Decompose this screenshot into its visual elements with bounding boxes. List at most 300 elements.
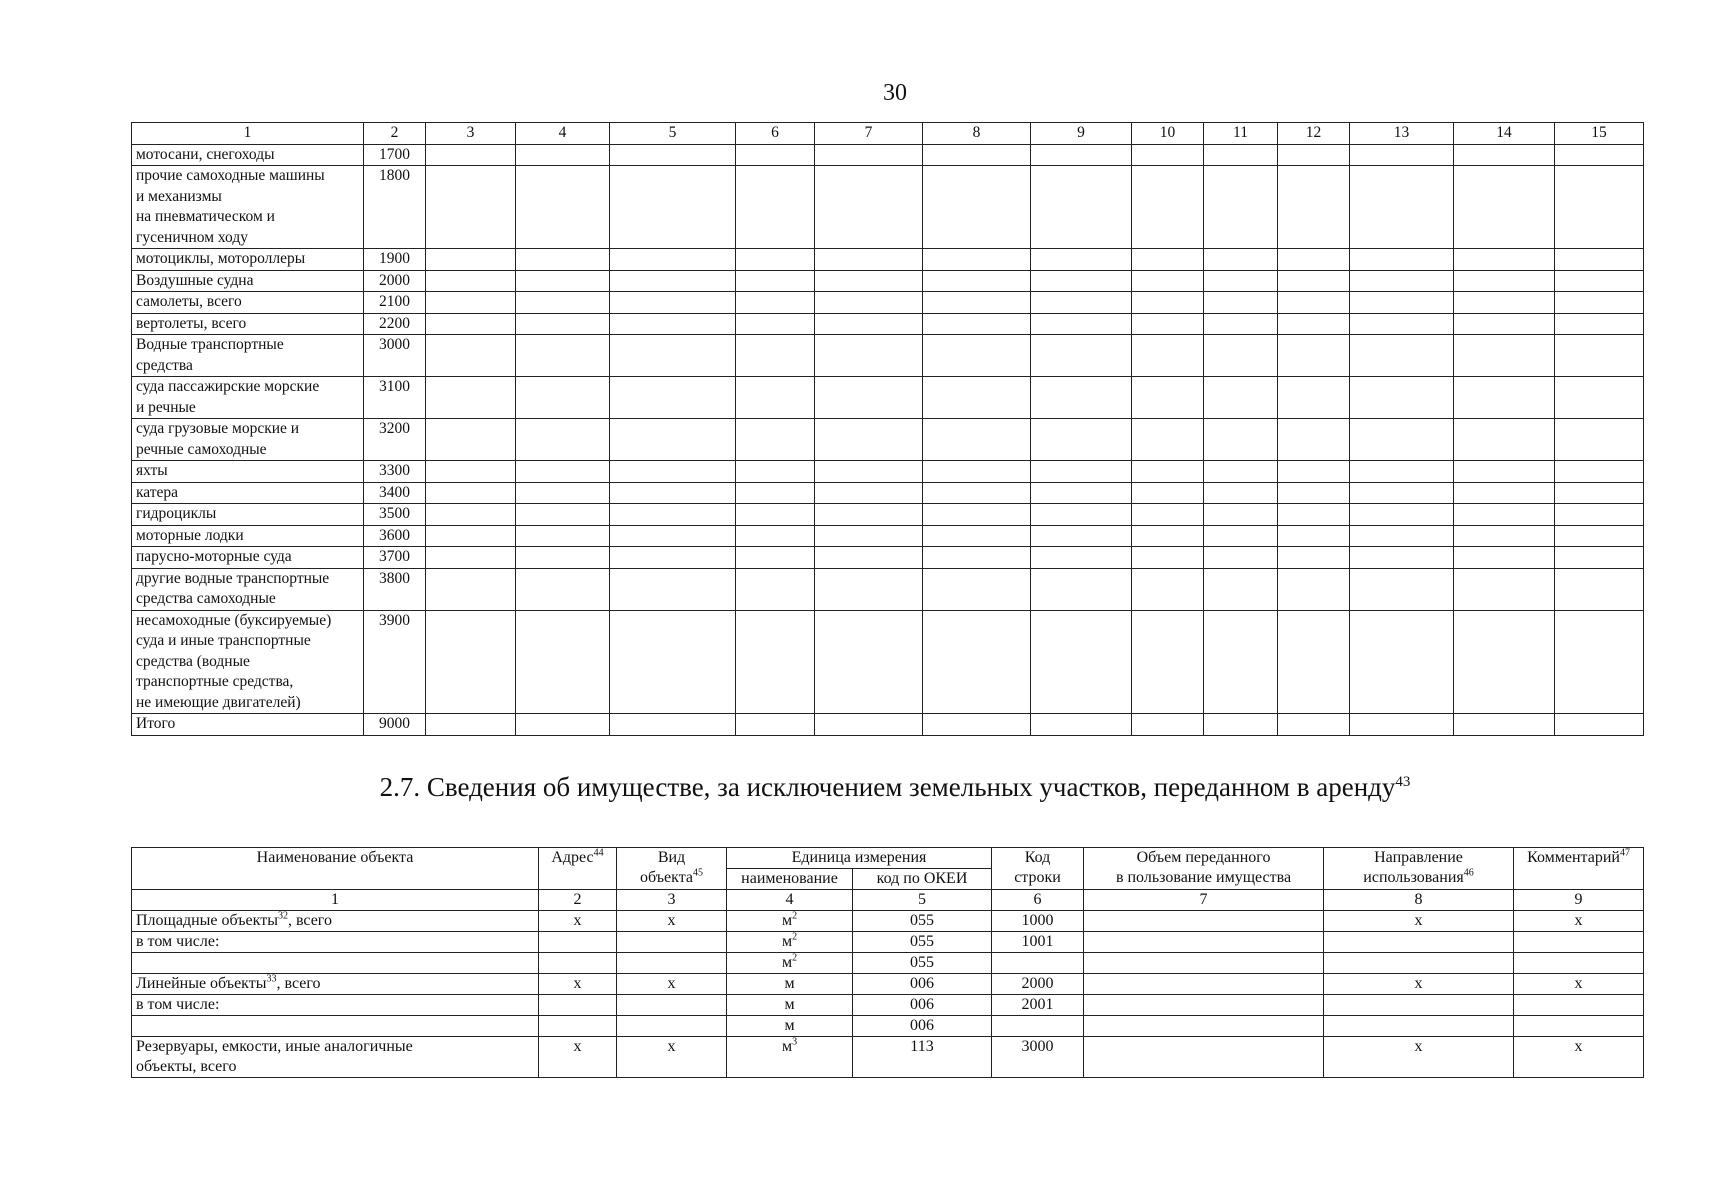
leased-property-table bbox=[131, 847, 1644, 1078]
row-name-line: средства (водные bbox=[136, 652, 250, 670]
t1-column-number: 10 bbox=[1132, 123, 1204, 145]
empty-cell bbox=[736, 714, 815, 736]
col-number: 5 bbox=[853, 890, 992, 911]
empty-cell bbox=[1204, 249, 1278, 271]
empty-cell bbox=[1031, 249, 1132, 271]
row-code: 3200 bbox=[364, 419, 426, 461]
col-number: 1 bbox=[132, 890, 539, 911]
t1-column-number: 3 bbox=[426, 123, 516, 145]
comment-cell: x bbox=[1514, 911, 1644, 932]
unit-power: 2 bbox=[792, 910, 798, 922]
empty-cell bbox=[815, 270, 923, 292]
empty-cell bbox=[1278, 377, 1350, 419]
type-cell bbox=[617, 1016, 727, 1037]
table-row bbox=[132, 1016, 1644, 1037]
type-cell bbox=[617, 932, 727, 953]
t1-column-number: 14 bbox=[1454, 123, 1555, 145]
empty-cell bbox=[736, 377, 815, 419]
row-name bbox=[132, 482, 364, 504]
empty-cell bbox=[610, 714, 736, 736]
empty-cell bbox=[1204, 270, 1278, 292]
comment-cell bbox=[1514, 1016, 1644, 1037]
empty-cell bbox=[1350, 144, 1454, 166]
empty-cell bbox=[516, 525, 610, 547]
unit-text: м bbox=[784, 1017, 795, 1034]
table-row bbox=[132, 504, 1644, 526]
direction-cell bbox=[1324, 1016, 1514, 1037]
row-name-line: гусеничном ходу bbox=[136, 228, 248, 246]
empty-cell bbox=[923, 504, 1031, 526]
empty-cell bbox=[1204, 525, 1278, 547]
empty-cell bbox=[1555, 504, 1644, 526]
table-row bbox=[132, 419, 1644, 461]
okei-code-cell: 006 bbox=[853, 974, 992, 995]
empty-cell bbox=[610, 610, 736, 714]
object-name bbox=[132, 1016, 539, 1037]
empty-cell bbox=[815, 610, 923, 714]
table-row bbox=[132, 461, 1644, 483]
empty-cell bbox=[1454, 547, 1555, 569]
line-code-cell: 1001 bbox=[992, 932, 1084, 953]
row-code: 3700 bbox=[364, 547, 426, 569]
row-name-line: катера bbox=[136, 483, 179, 501]
empty-cell bbox=[426, 377, 516, 419]
empty-cell bbox=[1350, 249, 1454, 271]
table-row bbox=[132, 610, 1644, 714]
row-name-line: прочие самоходные машины bbox=[136, 167, 325, 184]
empty-cell bbox=[610, 461, 736, 483]
okei-code-cell: 055 bbox=[853, 911, 992, 932]
row-name-line: и речные bbox=[136, 398, 196, 416]
empty-cell bbox=[516, 249, 610, 271]
empty-cell bbox=[610, 377, 736, 419]
empty-cell bbox=[516, 313, 610, 335]
t2-header-volume: Объем переданного в пользование имущества bbox=[1084, 848, 1324, 890]
empty-cell bbox=[610, 504, 736, 526]
empty-cell bbox=[516, 547, 610, 569]
t1-column-number: 15 bbox=[1555, 123, 1644, 145]
empty-cell bbox=[1132, 547, 1204, 569]
row-name bbox=[132, 292, 364, 314]
unit-power: 3 bbox=[792, 1036, 798, 1048]
empty-cell bbox=[1204, 547, 1278, 569]
empty-cell bbox=[1031, 292, 1132, 314]
t2-header-type: Вид объекта$^{45}$ bbox=[617, 848, 727, 890]
comment-cell: x bbox=[1514, 1037, 1644, 1078]
row-name-line: суда грузовые морские и bbox=[136, 420, 300, 437]
empty-cell bbox=[1278, 270, 1350, 292]
table-row bbox=[132, 270, 1644, 292]
empty-cell bbox=[736, 525, 815, 547]
row-name-line: Водные транспортные bbox=[136, 336, 284, 353]
empty-cell bbox=[1454, 482, 1555, 504]
unit-name-cell bbox=[727, 1016, 853, 1037]
direction-cell: x bbox=[1324, 974, 1514, 995]
empty-cell bbox=[1204, 335, 1278, 377]
empty-cell bbox=[1132, 504, 1204, 526]
empty-cell bbox=[1278, 419, 1350, 461]
empty-cell bbox=[516, 482, 610, 504]
empty-cell bbox=[1031, 313, 1132, 335]
row-name bbox=[132, 249, 364, 271]
object-name bbox=[132, 911, 539, 932]
empty-cell bbox=[736, 504, 815, 526]
empty-cell bbox=[1132, 335, 1204, 377]
empty-cell bbox=[815, 144, 923, 166]
empty-cell bbox=[1278, 525, 1350, 547]
empty-cell bbox=[1132, 610, 1204, 714]
t2-header-name: Наименование объекта bbox=[132, 848, 539, 890]
empty-cell bbox=[1132, 377, 1204, 419]
row-name bbox=[132, 270, 364, 292]
empty-cell bbox=[1350, 525, 1454, 547]
volume-cell bbox=[1084, 932, 1324, 953]
empty-cell bbox=[426, 610, 516, 714]
table-row bbox=[132, 953, 1644, 974]
empty-cell bbox=[1132, 249, 1204, 271]
direction-cell bbox=[1324, 995, 1514, 1016]
col-number: 7 bbox=[1084, 890, 1324, 911]
empty-cell bbox=[1454, 166, 1555, 249]
empty-cell bbox=[923, 377, 1031, 419]
empty-cell bbox=[815, 249, 923, 271]
empty-cell bbox=[1454, 249, 1555, 271]
row-name-line: Воздушные судна bbox=[136, 271, 254, 289]
empty-cell bbox=[1278, 249, 1350, 271]
empty-cell bbox=[923, 525, 1031, 547]
empty-cell bbox=[1454, 144, 1555, 166]
empty-cell bbox=[923, 166, 1031, 249]
volume-cell bbox=[1084, 1016, 1324, 1037]
empty-cell bbox=[923, 482, 1031, 504]
empty-cell bbox=[1350, 166, 1454, 249]
t2-header-address: Адрес$^{44}$ bbox=[539, 848, 617, 890]
empty-cell bbox=[610, 144, 736, 166]
empty-cell bbox=[1031, 568, 1132, 610]
row-name-line: и механизмы bbox=[136, 187, 222, 205]
empty-cell bbox=[516, 461, 610, 483]
empty-cell bbox=[1555, 610, 1644, 714]
empty-cell bbox=[736, 419, 815, 461]
empty-cell bbox=[1031, 419, 1132, 461]
empty-cell bbox=[923, 313, 1031, 335]
empty-cell bbox=[1204, 166, 1278, 249]
empty-cell bbox=[1555, 714, 1644, 736]
empty-cell bbox=[1204, 461, 1278, 483]
empty-cell bbox=[1555, 335, 1644, 377]
empty-cell bbox=[1278, 313, 1350, 335]
vehicle-table bbox=[131, 122, 1644, 736]
address-cell bbox=[539, 995, 617, 1016]
empty-cell bbox=[516, 335, 610, 377]
comment-cell: x bbox=[1514, 974, 1644, 995]
footnote-ref: 32 bbox=[277, 910, 288, 922]
empty-cell bbox=[815, 504, 923, 526]
t2-header-unit-code: код по ОКЕИ bbox=[853, 869, 992, 890]
row-name-line: транспортные средства, bbox=[136, 673, 294, 690]
empty-cell bbox=[516, 144, 610, 166]
comment-cell bbox=[1514, 953, 1644, 974]
address-cell: x bbox=[539, 1037, 617, 1078]
empty-cell bbox=[736, 270, 815, 292]
empty-cell bbox=[1132, 313, 1204, 335]
table-row bbox=[132, 911, 1644, 932]
line-code-cell: 1000 bbox=[992, 911, 1084, 932]
empty-cell bbox=[426, 482, 516, 504]
empty-cell bbox=[1555, 525, 1644, 547]
object-name-text: в том числе: bbox=[136, 996, 220, 1013]
row-code: 2000 bbox=[364, 270, 426, 292]
empty-cell bbox=[1555, 166, 1644, 249]
empty-cell bbox=[1031, 504, 1132, 526]
t2-number-row bbox=[132, 890, 1644, 911]
t2-header-unit: Единица измерения bbox=[727, 848, 992, 869]
empty-cell bbox=[1031, 547, 1132, 569]
empty-cell bbox=[1350, 610, 1454, 714]
object-name-text: Линейные объекты bbox=[136, 975, 267, 992]
row-name-line: моторные лодки bbox=[136, 526, 244, 544]
empty-cell bbox=[815, 525, 923, 547]
object-name-suffix: , всего bbox=[276, 975, 321, 992]
table-row bbox=[132, 995, 1644, 1016]
table-row bbox=[132, 166, 1644, 249]
empty-cell bbox=[1454, 335, 1555, 377]
page-number: 30 bbox=[883, 80, 907, 106]
type-cell: x bbox=[617, 974, 727, 995]
empty-cell bbox=[1555, 482, 1644, 504]
empty-cell bbox=[1454, 461, 1555, 483]
table-row bbox=[132, 525, 1644, 547]
empty-cell bbox=[426, 714, 516, 736]
empty-cell bbox=[1454, 504, 1555, 526]
row-name-line: суда пассажирские морские bbox=[136, 378, 320, 395]
empty-cell bbox=[923, 144, 1031, 166]
empty-cell bbox=[426, 270, 516, 292]
row-name bbox=[132, 313, 364, 335]
empty-cell bbox=[1031, 714, 1132, 736]
empty-cell bbox=[426, 419, 516, 461]
row-name bbox=[132, 335, 364, 377]
table-row bbox=[132, 1037, 1644, 1078]
empty-cell bbox=[736, 166, 815, 249]
volume-cell bbox=[1084, 995, 1324, 1016]
line-code-cell: 2000 bbox=[992, 974, 1084, 995]
direction-cell bbox=[1324, 932, 1514, 953]
row-code: 2100 bbox=[364, 292, 426, 314]
empty-cell bbox=[1204, 568, 1278, 610]
row-code: 3300 bbox=[364, 461, 426, 483]
empty-cell bbox=[923, 610, 1031, 714]
volume-cell bbox=[1084, 974, 1324, 995]
empty-cell bbox=[426, 461, 516, 483]
object-name-text: Площадные объекты bbox=[136, 912, 278, 929]
row-name-line: на пневматическом и bbox=[136, 208, 275, 225]
empty-cell bbox=[516, 270, 610, 292]
empty-cell bbox=[736, 482, 815, 504]
empty-cell bbox=[923, 568, 1031, 610]
unit-text: м bbox=[781, 954, 793, 971]
line-code-cell bbox=[992, 1016, 1084, 1037]
empty-cell bbox=[1454, 419, 1555, 461]
empty-cell bbox=[610, 547, 736, 569]
empty-cell bbox=[1555, 419, 1644, 461]
empty-cell bbox=[1350, 419, 1454, 461]
empty-cell bbox=[1278, 335, 1350, 377]
empty-cell bbox=[610, 568, 736, 610]
empty-cell bbox=[1350, 292, 1454, 314]
empty-cell bbox=[1555, 313, 1644, 335]
empty-cell bbox=[815, 419, 923, 461]
row-code: 3500 bbox=[364, 504, 426, 526]
empty-cell bbox=[426, 292, 516, 314]
table-row bbox=[132, 313, 1644, 335]
empty-cell bbox=[426, 568, 516, 610]
empty-cell bbox=[1204, 313, 1278, 335]
col-number: 9 bbox=[1514, 890, 1644, 911]
empty-cell bbox=[736, 249, 815, 271]
empty-cell bbox=[1555, 292, 1644, 314]
empty-cell bbox=[736, 610, 815, 714]
empty-cell bbox=[1204, 610, 1278, 714]
empty-cell bbox=[1204, 144, 1278, 166]
object-name-text: Резервуары, емкости, иные аналогичные bbox=[136, 1038, 413, 1055]
row-code: 3100 bbox=[364, 377, 426, 419]
line-code-cell bbox=[992, 953, 1084, 974]
empty-cell bbox=[1132, 525, 1204, 547]
empty-cell bbox=[426, 547, 516, 569]
t1-column-number: 8 bbox=[923, 123, 1031, 145]
empty-cell bbox=[1454, 270, 1555, 292]
empty-cell bbox=[1555, 547, 1644, 569]
t1-column-number: 6 bbox=[736, 123, 815, 145]
empty-cell bbox=[1350, 377, 1454, 419]
unit-text: м bbox=[784, 996, 795, 1013]
empty-cell bbox=[923, 249, 1031, 271]
empty-cell bbox=[1454, 610, 1555, 714]
empty-cell bbox=[610, 525, 736, 547]
empty-cell bbox=[1555, 377, 1644, 419]
empty-cell bbox=[1278, 166, 1350, 249]
row-name-line: средства bbox=[136, 356, 193, 374]
t2-header-direction: Направление использования$^{46}$ bbox=[1324, 848, 1514, 890]
empty-cell bbox=[736, 313, 815, 335]
row-name bbox=[132, 144, 364, 166]
volume-cell bbox=[1084, 1037, 1324, 1078]
empty-cell bbox=[1278, 610, 1350, 714]
empty-cell bbox=[1132, 482, 1204, 504]
table-row bbox=[132, 974, 1644, 995]
empty-cell bbox=[1278, 568, 1350, 610]
empty-cell bbox=[1555, 144, 1644, 166]
t1-column-number: 13 bbox=[1350, 123, 1454, 145]
empty-cell bbox=[1031, 482, 1132, 504]
empty-cell bbox=[815, 166, 923, 249]
empty-cell bbox=[1031, 461, 1132, 483]
empty-cell bbox=[610, 313, 736, 335]
unit-text: м bbox=[781, 933, 793, 950]
unit-name-cell bbox=[727, 995, 853, 1016]
row-name bbox=[132, 610, 364, 714]
row-code: 9000 bbox=[364, 714, 426, 736]
col-number: 3 bbox=[617, 890, 727, 911]
empty-cell bbox=[923, 547, 1031, 569]
row-name-line: суда и иные транспортные bbox=[136, 632, 311, 649]
row-name-line: Итого bbox=[136, 715, 176, 732]
empty-cell bbox=[1454, 292, 1555, 314]
empty-cell bbox=[610, 335, 736, 377]
unit-text: м bbox=[781, 912, 793, 929]
empty-cell bbox=[923, 292, 1031, 314]
volume-cell bbox=[1084, 953, 1324, 974]
table-row bbox=[132, 482, 1644, 504]
row-code: 3400 bbox=[364, 482, 426, 504]
row-name-line: самолеты, всего bbox=[136, 293, 242, 310]
empty-cell bbox=[516, 714, 610, 736]
empty-cell bbox=[1132, 419, 1204, 461]
empty-cell bbox=[1132, 166, 1204, 249]
empty-cell bbox=[1204, 482, 1278, 504]
empty-cell bbox=[736, 568, 815, 610]
empty-cell bbox=[1278, 482, 1350, 504]
object-name bbox=[132, 953, 539, 974]
empty-cell bbox=[1031, 610, 1132, 714]
direction-cell: x bbox=[1324, 911, 1514, 932]
row-name-line: речные самоходные bbox=[136, 440, 267, 458]
empty-cell bbox=[1350, 313, 1454, 335]
empty-cell bbox=[516, 166, 610, 249]
table-row bbox=[132, 249, 1644, 271]
empty-cell bbox=[1031, 270, 1132, 292]
empty-cell bbox=[1031, 525, 1132, 547]
empty-cell bbox=[1454, 525, 1555, 547]
empty-cell bbox=[923, 335, 1031, 377]
empty-cell bbox=[610, 419, 736, 461]
t2-header-unit-name: наименование bbox=[727, 869, 853, 890]
t1-column-number: 2 bbox=[364, 123, 426, 145]
table-row bbox=[132, 144, 1644, 166]
empty-cell bbox=[815, 482, 923, 504]
row-code: 2200 bbox=[364, 313, 426, 335]
empty-cell bbox=[815, 313, 923, 335]
empty-cell bbox=[1350, 504, 1454, 526]
row-code: 3600 bbox=[364, 525, 426, 547]
empty-cell bbox=[1204, 377, 1278, 419]
okei-code-cell: 055 bbox=[853, 953, 992, 974]
table-row bbox=[132, 714, 1644, 736]
empty-cell bbox=[426, 525, 516, 547]
empty-cell bbox=[1454, 714, 1555, 736]
empty-cell bbox=[736, 292, 815, 314]
footnote-ref: 33 bbox=[266, 973, 277, 985]
object-name-text: в том числе: bbox=[136, 933, 220, 950]
empty-cell bbox=[1132, 461, 1204, 483]
row-name bbox=[132, 419, 364, 461]
empty-cell bbox=[923, 714, 1031, 736]
empty-cell bbox=[1350, 482, 1454, 504]
empty-cell bbox=[1350, 270, 1454, 292]
empty-cell bbox=[923, 270, 1031, 292]
table-row bbox=[132, 932, 1644, 953]
comment-cell bbox=[1514, 995, 1644, 1016]
unit-power: 2 bbox=[792, 931, 798, 943]
empty-cell bbox=[516, 419, 610, 461]
empty-cell bbox=[516, 610, 610, 714]
empty-cell bbox=[815, 292, 923, 314]
unit-text: м bbox=[784, 975, 795, 992]
empty-cell bbox=[610, 292, 736, 314]
empty-cell bbox=[815, 335, 923, 377]
empty-cell bbox=[923, 419, 1031, 461]
